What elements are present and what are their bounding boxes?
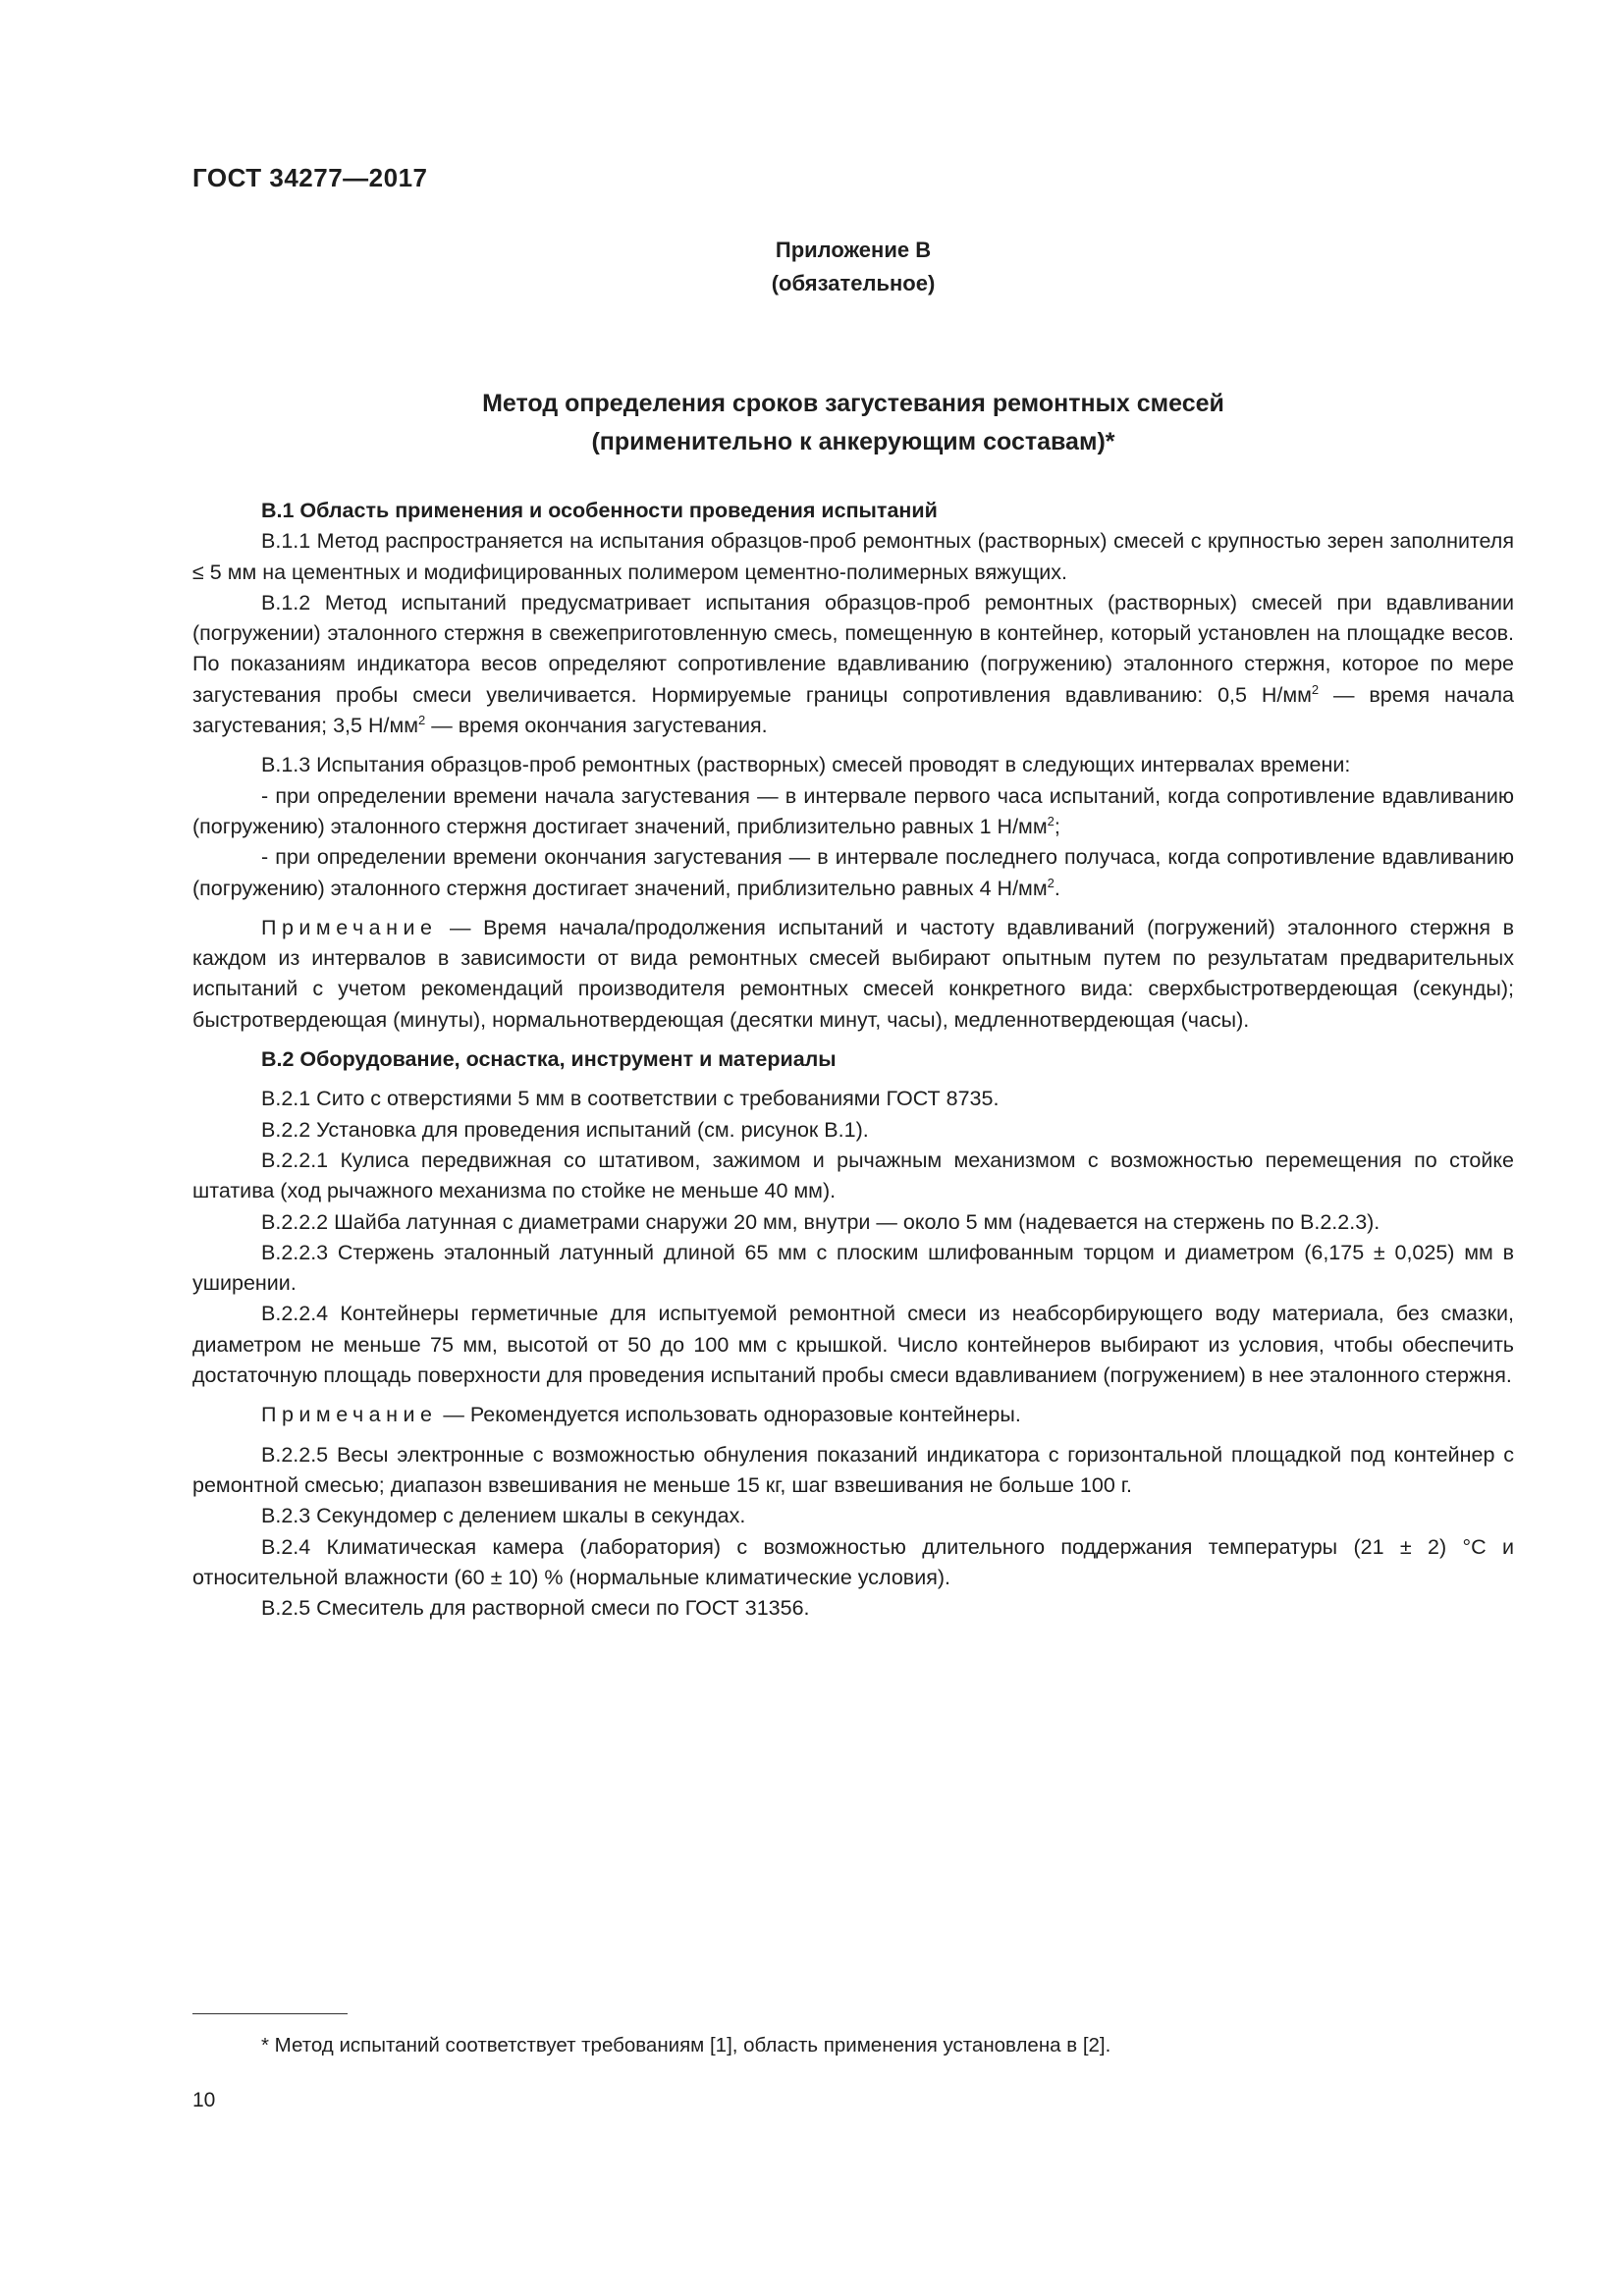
paragraph-b1-2: В.1.2 Метод испытаний предусматривает испытания образцов-проб ремонтных (растворных) смесей при вдавливании (погружении) эталонного стержня в свежеприготовленную смесь, помещенную в контейнер, который установлен на площадке весов. По показаниям индикатора весов определяют сопротивление вдавливанию (погружению) эталонного стержня, которое по мере загустевания пробы смеси увеличивается. Нормируемые границы сопротивления вдавливанию: 0,5 $Н/мм^2$ — время начала загустевания; 3,5 $Н/мм^2$ — время окончания загустевания.	[192, 590, 1514, 738]
page-number: 10	[192, 2089, 216, 2111]
paragraph-b1-1: В.1.1 Метод распространяется на испытания образцов-проб ремонтных (растворных) смесей с крупностью зерен заполнителя ≤ 5 мм на цементных и модифицированных полимером цементно-полимерных вяжущих.	[192, 529, 1514, 584]
list-item: - при определении времени начала загустевания — в интервале первого часа испытаний, когда сопротивление вдавливанию (погружению) эталонного стержня достигает значений, приблизительно равных 1 $Н/мм^2$;	[192, 783, 1514, 838]
paragraph-b2-2-1: В.2.2.1 Кулиса передвижная со штативом, зажимом и рычажным механизмом с возможностью перемещения по стойке штатива (ход рычажного механизма по стойке не меньше 40 мм).	[192, 1148, 1514, 1203]
method-title	[192, 385, 1514, 461]
paragraph-b1-3: В.1.3 Испытания образцов-проб ремонтных (растворных) смесей проводят в следующих интервалах времени:	[261, 753, 1351, 777]
method-title-line1: Метод определения сроков загустевания ремонтных смесей	[482, 390, 1224, 417]
note-b2: Примечание — Рекомендуется использовать одноразовые контейнеры.	[261, 1403, 1021, 1427]
annex-label: Приложение В	[775, 238, 932, 262]
method-title-line2: (применительно к анкерующим составам)*	[591, 428, 1115, 455]
paragraph-b2-2-4: В.2.2.4 Контейнеры герметичные для испытуемой ремонтной смеси из неабсорбирующего воду материала, без смазки, диаметром не меньше 75 мм, высотой от 50 до 100 мм с крышкой. Число контейнеров выбирают из условия, чтобы обеспечить достаточную площадь поверхности для проведения испытаний пробы смеси вдавливанием (погружением) в нее эталонного стержня.	[192, 1302, 1514, 1388]
footnote: * Метод испытаний соответствует требованиям [1], область применения установлена в [2].	[261, 2034, 1111, 2056]
note-b1: Примечание — Время начала/продолжения испытаний и частоту вдавливаний (погружений) эталонного стержня в каждом из интервалов в зависимости от вида ремонтных смесей выбирают опытным путем по результатам предварительных испытаний с учетом рекомендаций производителя ремонтных смесей конкретного вида: сверхбыстротвердеющая (секунды); быстротвердеющая (минуты), нормальнотвердеющая (десятки минут, часы), медленнотвердеющая (часы).	[192, 915, 1514, 1032]
annex-status: (обязательное)	[771, 271, 936, 295]
section-heading-b2: В.2 Оборудование, оснастка, инструмент и материалы	[261, 1047, 837, 1072]
paragraph-b2-4: В.2.4 Климатическая камера (лаборатория) с возможностью длительного поддержания температуры (21 ± 2) °С и относительной влажности (60 ± 10) % (нормальные климатические условия).	[192, 1534, 1514, 1589]
document-header: ГОСТ 34277—2017	[192, 163, 428, 192]
paragraph-b2-1: В.2.1 Сито с отверстиями 5 мм в соответствии с требованиями ГОСТ 8735.	[261, 1087, 1000, 1111]
paragraph-b2-2-2: В.2.2.2 Шайба латунная с диаметрами снаружи 20 мм, внутри — около 5 мм (надевается на стержень по В.2.2.3).	[261, 1209, 1380, 1234]
paragraph-b2-3: В.2.3 Секундомер с делением шкалы в секундах.	[261, 1504, 746, 1528]
section-heading-b1: В.1 Область применения и особенности проведения испытаний	[261, 499, 938, 522]
annex-heading	[192, 234, 1514, 300]
paragraph-b2-2: В.2.2 Установка для проведения испытаний (см. рисунок В.1).	[261, 1117, 869, 1142]
footnote-divider	[192, 2013, 348, 2014]
document-body	[192, 496, 1514, 1624]
paragraph-b2-2-5: В.2.2.5 Весы электронные с возможностью обнуления показаний индикатора с горизонтальной площадкой под контейнер с ремонтной смесью; диапазон взвешивания не меньше 15 кг, шаг взвешивания не больше 100 г.	[192, 1442, 1514, 1497]
list-item: - при определении времени окончания загустевания — в интервале последнего получаса, когда сопротивление вдавливанию (погружению) эталонного стержня достигает значений, приблизительно равных 4 $Н/мм^2$.	[192, 845, 1514, 900]
paragraph-b2-2-3: В.2.2.3 Стержень эталонный латунный длиной 65 мм с плоским шлифованным торцом и диаметром (6,175 ± 0,025) мм в уширении.	[192, 1240, 1514, 1296]
paragraph-b2-5: В.2.5 Смеситель для растворной смеси по ГОСТ 31356.	[261, 1596, 810, 1621]
